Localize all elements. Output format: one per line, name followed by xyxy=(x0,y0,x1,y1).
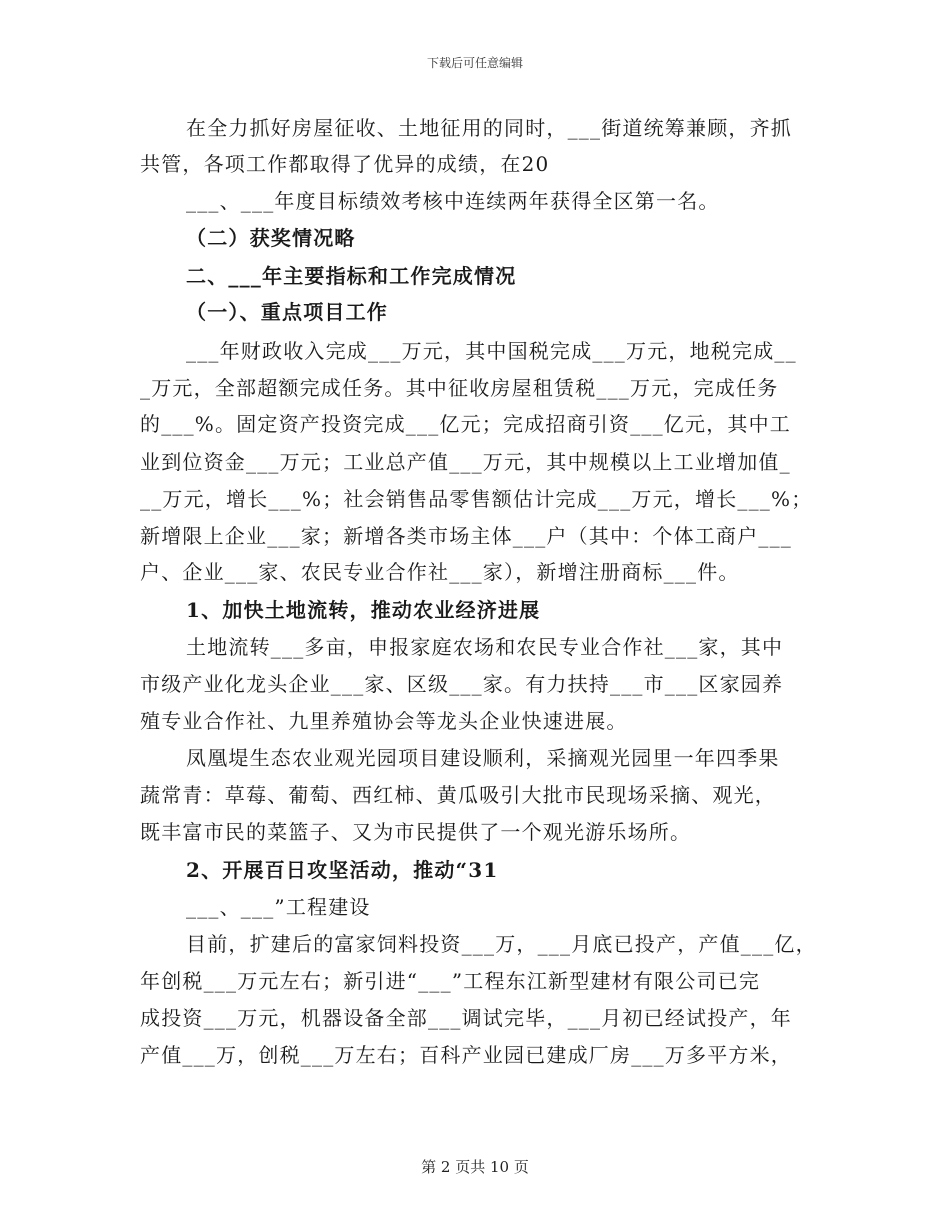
text-line: 既丰富市民的菜篮子、又为市民提供了一个观光游乐场所。 xyxy=(140,820,692,844)
text-line: 新增限上企业___家；新增各类市场主体___户（其中：个体工商户___ xyxy=(140,524,792,548)
text-line: 殖专业合作社、九里养殖协会等龙头企业快速进展。 xyxy=(140,709,628,733)
text-line: 共管，各项工作都取得了优异的成绩，在20 xyxy=(140,152,550,176)
text-line: 的___%。固定资产投资完成___亿元；完成招商引资___亿元，其中工 xyxy=(140,412,792,436)
text-line: __万元，增长___%；社会销售品零售额估计完成___万元，增长___%； xyxy=(140,487,813,511)
page-header: 下载后可任意编辑 xyxy=(426,56,523,70)
text-line: 土地流转___多亩，申报家庭农场和农民专业合作社___家，其中 xyxy=(186,635,784,659)
text-line: 市级产业化龙头企业___家、区级___家。有力扶持___市___区家园养 xyxy=(140,672,784,696)
text-line: 户、企业___家、农民专业合作社___家），新增注册商标___件。 xyxy=(140,560,740,584)
text-line: 年创税___万元左右；新引进“___”工程东江新型建材有限公司已完 xyxy=(140,969,761,993)
text-line: ___、___”工程建设 xyxy=(186,895,371,919)
text-line: ___、___年度目标绩效考核中连续两年获得全区第一名。 xyxy=(186,189,720,213)
text-line: 成投资___万元，机器设备全部___调试完毕，___月初已经试投产，年 xyxy=(140,1006,792,1030)
text-line: 凤凰堤生态农业观光园项目建设顺利，采摘观光园里一年四季果 xyxy=(186,746,780,770)
section-heading: 二、___年主要指标和工作完成情况 xyxy=(186,264,517,288)
section-heading: （二）获奖情况略 xyxy=(186,226,356,250)
text-line: 业到位资金___万元；工业总产值___万元，其中规模以上工业增加值_ xyxy=(140,450,791,474)
text-line: _万元，全部超额完成任务。其中征收房屋租赁税___万元，完成任务 xyxy=(140,376,779,400)
section-heading: 1、加快土地流转，推动农业经济进展 xyxy=(186,598,541,622)
text-line: ___年财政收入完成___万元，其中国税完成___万元，地税完成__ xyxy=(186,339,797,363)
text-line: 蔬常青：草莓、葡萄、西红柿、黄瓜吸引大批市民现场采摘、观光， xyxy=(140,783,776,807)
text-line: 在全力抓好房屋征收、土地征用的同时，___街道统筹兼顾，齐抓 xyxy=(186,116,792,140)
section-heading: （一）、重点项目工作 xyxy=(186,300,388,324)
text-line: 产值___万，创税___万左右；百科产业园已建成厂房___万多平方米， xyxy=(140,1043,792,1067)
text-line: 目前，扩建后的富家饲料投资___万，___月底已投产，产值___亿， xyxy=(186,932,817,956)
page-footer: 第 2 页共 10 页 xyxy=(421,1158,529,1176)
section-heading: 2、开展百日攻坚活动，推动“31 xyxy=(186,858,499,882)
